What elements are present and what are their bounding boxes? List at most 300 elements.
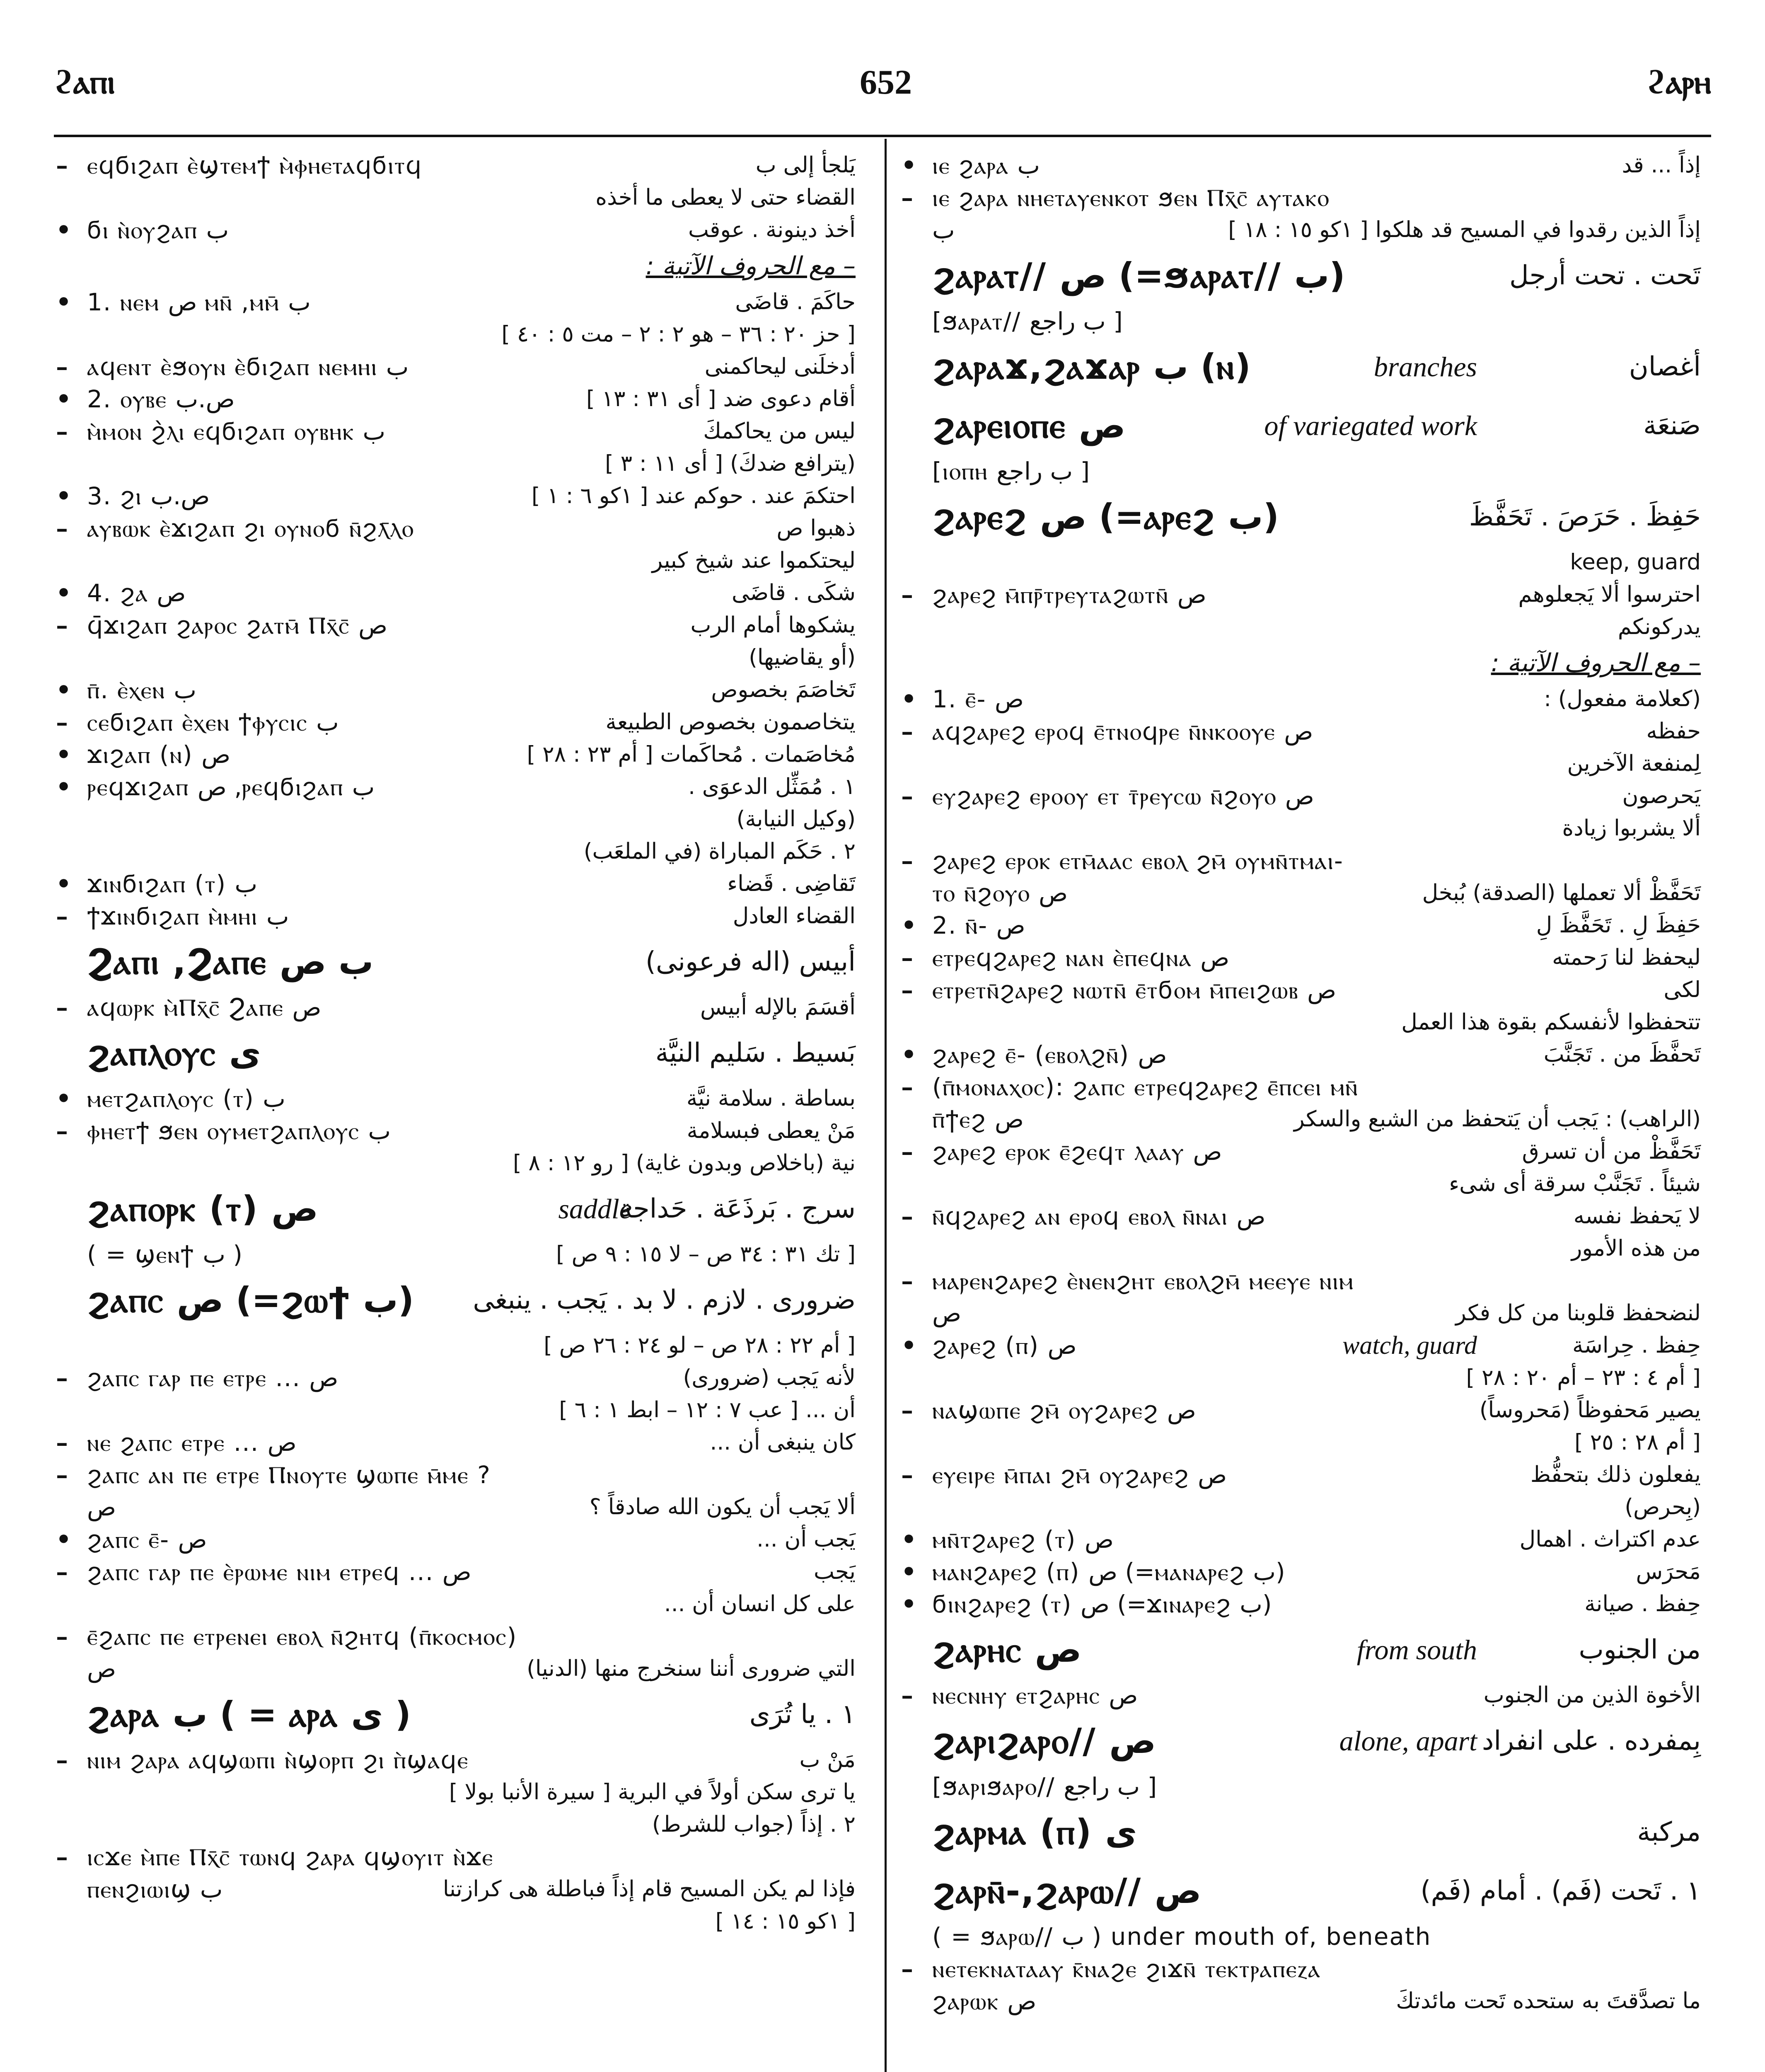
dictionary-entry-line <box>901 487 1701 546</box>
coptic-text: ⲛⲉⲥⲛⲏⲩ ⲉⲧϩⲁⲣⲏⲥ ص <box>932 1681 1138 1709</box>
dictionary-entry-line <box>901 149 1701 182</box>
entry-marker: • <box>901 151 917 179</box>
arabic-text: لا يَحفظ نفسه <box>1573 1203 1701 1229</box>
coptic-text: ϩⲁⲣⲏⲥ ص <box>932 1629 1082 1670</box>
entry-marker: • <box>56 1525 72 1554</box>
dictionary-entry-line <box>56 1653 856 1685</box>
dictionary-entry-line <box>56 1329 856 1362</box>
entry-marker: • <box>901 1041 917 1069</box>
coptic-text: ⲡⲉⲛϩⲓⲱⲓϣ ب <box>87 1875 223 1903</box>
entry-marker: • <box>56 870 72 898</box>
arabic-text: التي ضرورى أننا سنخرج منها (الدنيا) <box>527 1656 856 1681</box>
entry-marker: – <box>56 611 68 639</box>
arabic-text: أقام دعوى ضد [ أى ٣١ : ١٣ ] <box>586 386 856 411</box>
dictionary-entry-line <box>901 1620 1701 1679</box>
dictionary-entry-line <box>56 182 856 214</box>
coptic-text: ص <box>87 1493 116 1521</box>
dictionary-entry-line <box>56 1179 856 1238</box>
entry-marker: – <box>56 353 68 381</box>
arabic-text: احتكمَ عند . حوكم عند [ ١كو ٦ : ١ ] <box>531 483 856 508</box>
coptic-text: ⲛⲓⲙ ϩⲁⲣⲁ ⲁϥϣⲱⲡⲓ ⲛ̀ϣⲟⲣⲡ ϩⲓ ⲡ̀ϣⲁϥⲉ <box>87 1746 469 1774</box>
coptic-text: ϩⲁⲣⲱⲕ ص <box>932 1987 1037 2015</box>
arabic-text: يفعلون ذلك بتحفُّظ <box>1530 1462 1701 1487</box>
english-gloss: watch, guard <box>1342 1331 1477 1360</box>
coptic-text: ⲡ̄ϯⲉϩ ص <box>932 1105 1024 1133</box>
coptic-text: 2. ⲛ̄- ص <box>932 911 1025 939</box>
arabic-text: يَجب أن ... <box>757 1527 856 1552</box>
dictionary-entry-line <box>901 974 1701 1006</box>
arabic-text: (كعلامة مفعول) : <box>1544 686 1701 712</box>
entry-marker: – <box>901 976 913 1004</box>
arabic-text: مَنْ ب <box>799 1747 856 1772</box>
arabic-text: تتحفظوا لأنفسكم بقوة هذا العمل <box>1401 1009 1701 1035</box>
dictionary-entry-line <box>56 1147 856 1179</box>
dictionary-entry-line <box>56 835 856 868</box>
entry-marker: – <box>901 847 913 875</box>
entry-marker: – <box>901 1267 913 1295</box>
arabic-text: يَلجأ إلى ب <box>755 152 856 178</box>
entry-marker: – <box>56 1843 68 1871</box>
dictionary-entry-line <box>901 305 1701 337</box>
arabic-text: حفظه <box>1646 719 1701 744</box>
dictionary-entry-line <box>901 909 1701 942</box>
dictionary-entry-line <box>901 1985 1701 2017</box>
arabic-text: أغصان <box>1629 351 1701 382</box>
arabic-text: شيئاً . تَجَنَّبْ سرقة أى شىء <box>1449 1171 1701 1196</box>
dictionary-entry-line <box>56 803 856 835</box>
entry-marker: – <box>901 581 913 609</box>
arabic-text: شكَى . قاضَى <box>731 580 856 605</box>
dictionary-entry-line <box>901 1103 1701 1135</box>
arabic-text: أقسَمَ بالإله أبيس <box>700 995 856 1020</box>
header-rule <box>54 135 1711 137</box>
coptic-text: ⲙⲁⲣⲉⲛϩⲁⲣⲉϩ ⲉ̀ⲛⲉⲛϩⲏⲧ ⲉⲃⲟⲗϩⲙ̄ ⲙⲉⲉⲩⲉ ⲛⲓⲙ <box>932 1267 1354 1295</box>
dictionary-entry-line <box>56 1082 856 1115</box>
arabic-text: ٢ . إذاً (جواب للشرط) <box>652 1812 856 1837</box>
entry-marker: – <box>56 1428 68 1457</box>
arabic-text: [ أم ٢٢ : ٢٨ ص – لو ٢٤ : ٢٦ ص ] <box>544 1333 856 1358</box>
arabic-text: أدخلَنى ليحاكمنى <box>704 354 856 379</box>
coptic-text: ⲥⲉϭⲓϩⲁⲡ ⲉ̀ⲭⲉⲛ ϯⲫⲩⲥⲓⲥ ب <box>87 708 339 736</box>
dictionary-entry-line <box>901 1491 1701 1523</box>
arabic-text: بِمفرده . على انفراد <box>1482 1726 1701 1756</box>
entry-marker: – <box>901 1138 913 1166</box>
entry-marker: – <box>56 708 68 736</box>
english-gloss: of variegated work <box>1264 410 1477 441</box>
arabic-text: بَسيط . سَليم النيَّة <box>655 1038 856 1068</box>
entry-marker: – <box>901 782 913 810</box>
dictionary-entry-line <box>901 1861 1701 1920</box>
dictionary-entry-line <box>56 868 856 900</box>
coptic-text: [ⲓⲟⲡⲏ ب راجع ] <box>932 457 1091 485</box>
coptic-text: ⲓⲉ ϩⲁⲣⲁ ⲛⲏⲉⲧⲁⲩⲉⲛⲕⲟⲧ ϧⲉⲛ Ⲡⲭ̄ⲥ̄ ⲁⲩⲧⲁⲕⲟ <box>932 184 1330 212</box>
coptic-text: ⲛⲁϣⲱⲡⲉ ϩⲙ̄ ⲟⲩϩⲁⲣⲉϩ ص <box>932 1396 1196 1424</box>
arabic-text: [ حز ٢٠ : ٣٦ – هو ٢ : ٢ – مت ٥ : ٤٠ ] <box>501 322 856 347</box>
coptic-text: ϩⲁⲡⲥ ⲅⲁⲣ ⲡⲉ ⲉⲧⲣⲉ ... ص <box>87 1364 338 1392</box>
entry-marker: • <box>901 911 917 939</box>
arabic-text: تَخاصَمَ بخصوص <box>711 677 856 702</box>
dictionary-entry-line <box>56 991 856 1024</box>
dictionary-entry-line <box>901 1265 1701 1297</box>
dictionary-entry-line <box>56 900 856 932</box>
arabic-text: عدم اكتراث . اهمال <box>1519 1527 1701 1552</box>
dictionary-entry-line <box>56 932 856 991</box>
arabic-text: [ ١كو ١٥ : ١٤ ] <box>715 1909 856 1934</box>
dictionary-entry-line <box>901 1920 1701 1953</box>
english-gloss: branches <box>1373 351 1477 382</box>
coptic-text: ⲁⲩⲃⲱⲕ ⲉ̀ϫⲓϩⲁⲡ ϩⲓ ⲟⲩⲛⲟϭ ⲛ̄ϩⲗ̄ⲗⲟ <box>87 514 414 542</box>
dictionary-entry-line <box>901 1588 1701 1620</box>
dictionary-entry-line <box>901 748 1701 780</box>
entry-marker: – <box>56 417 68 445</box>
arabic-text: [ تك ٣١ : ٣٤ ص – لا ١٥ : ٩ ص ] <box>556 1242 856 1267</box>
arabic-text: حاكَمَ . قاضَى <box>735 289 856 315</box>
dictionary-entry-line <box>901 1953 1701 1985</box>
arabic-text: يَحرصون <box>1622 783 1701 808</box>
coptic-text: ϩⲁⲣⲁϫ,ϩⲁϫⲁⲣ ب (ⲛ) <box>932 346 1251 387</box>
arabic-text: من الجنوب <box>1579 1634 1701 1665</box>
dictionary-entry-line <box>901 1232 1701 1265</box>
dictionary-entry-line <box>56 1491 856 1523</box>
dictionary-entry-line <box>901 1135 1701 1168</box>
dictionary-entry-line <box>901 1770 1701 1803</box>
arabic-text: على كل انسان أن ... <box>664 1591 856 1617</box>
entry-marker: • <box>901 1525 917 1554</box>
coptic-text: ( = ϧⲁⲣⲱ// ب ) under mouth of, beneath <box>932 1922 1431 1951</box>
dictionary-entry-line <box>56 246 856 286</box>
coptic-text: Ϩⲁⲡⲓ ,Ϩⲁⲡⲉ ب ص <box>87 942 374 982</box>
coptic-text: ⲙⲉⲧϩⲁⲡⲗⲟⲩⲥ (ⲧ) ب <box>87 1084 285 1113</box>
coptic-text: ϩⲁⲡⲟⲣⲕ (ⲧ) ص <box>87 1188 319 1229</box>
entry-marker: • <box>56 288 72 316</box>
entry-marker: – <box>901 1396 913 1424</box>
arabic-text: (وكيل النيابة) <box>736 806 856 832</box>
coptic-text: ϩⲁⲣⲉϩ ⲉⲣⲟⲕ ⲉ̄ϩⲉϥⲧ ⲗⲁⲁⲩ ص <box>932 1138 1222 1166</box>
coptic-text: ϩⲁⲡⲥ ص (=ϩⲱϯ ب) <box>87 1280 414 1320</box>
coptic-text: ϩⲁⲡⲥ ⲉ̄- ص <box>87 1525 207 1554</box>
arabic-text: القضاء حتى لا يعطى ما أخذه <box>595 185 856 210</box>
dictionary-entry-line <box>901 246 1701 305</box>
arabic-text: القضاء العادل <box>733 903 856 929</box>
dictionary-entry-line <box>56 1620 856 1653</box>
coptic-text: [ϧⲁⲣⲓϧⲁⲣⲟ// ب راجع ] <box>932 1772 1158 1801</box>
arabic-text: ليحتكموا عند شيخ كبير <box>652 548 856 573</box>
dictionary-entry-line <box>901 337 1701 396</box>
dictionary-entry-line <box>56 448 856 480</box>
arabic-text: تَحَفَّظْ ألا تعملها (الصدقة) بُبخل <box>1422 880 1701 905</box>
entry-marker: • <box>901 1331 917 1360</box>
dictionary-entry-line <box>901 1459 1701 1491</box>
arabic-text: فإذا لم يكن المسيح قام إذاً فباطلة هى كرازتنا <box>442 1876 856 1902</box>
dictionary-entry-line <box>56 1588 856 1620</box>
coptic-text: 1. ⲛⲉⲙ ص ⲙⲛ̄ ,ⲙⲙ̄ ب <box>87 288 311 316</box>
dictionary-entry-line <box>901 1071 1701 1103</box>
coptic-text: ب <box>932 216 955 244</box>
arabic-text: (أو يقاضيها) <box>749 645 856 670</box>
right-column <box>901 149 1701 2017</box>
arabic-text: يتخاصمون بخصوص الطبيعة <box>605 709 856 735</box>
dictionary-entry-line <box>56 1362 856 1394</box>
arabic-text: حَفِظَ لِ . تَحَفَّظَ لِ <box>1536 913 1701 938</box>
dictionary-entry-line <box>56 1841 856 1873</box>
arabic-text: (بِحرص) <box>1625 1494 1701 1520</box>
coptic-text: ⲉⲩϩⲁⲣⲉϩ ⲉⲣⲟⲟⲩ ⲉⲧ ⲧ̄ⲣⲉⲩⲥⲱ ⲛ̄ϩⲟⲩⲟ ص <box>932 782 1314 810</box>
arabic-text: يَجب <box>813 1559 856 1584</box>
coptic-text: ⲓⲉ ϩⲁⲣⲁ ب <box>932 151 1040 179</box>
dictionary-entry-line <box>56 1426 856 1459</box>
arabic-text: سرج . بَرذَعَة . حَداجة <box>619 1193 856 1224</box>
coptic-text: ϩⲁⲣⲉϩ (ⲡ) ص <box>932 1331 1077 1360</box>
dictionary-entry-line <box>901 455 1701 487</box>
entry-marker: – <box>901 184 913 212</box>
arabic-text: كان ينبغى أن ... <box>710 1430 856 1455</box>
dictionary-entry-line <box>56 577 856 609</box>
arabic-text: ذهبوا ص <box>776 516 856 541</box>
entry-marker: • <box>56 385 72 413</box>
entry-marker: – <box>56 1622 68 1651</box>
coptic-text: ⲡ̄. ⲉ̀ⲭⲉⲛ ب <box>87 676 196 704</box>
coptic-text: ϩⲁⲣⲉϩ ⲉ̄- (ⲉⲃⲟⲗϩⲛ̄) ص <box>932 1041 1167 1069</box>
dictionary-entry-line <box>56 1271 856 1329</box>
dictionary-entry-line <box>56 1238 856 1271</box>
arabic-text: ليحفظ لنا رَحمته <box>1552 945 1701 970</box>
arabic-text: مَحرَس <box>1636 1559 1701 1584</box>
entry-marker: – <box>901 944 913 972</box>
coptic-text: ϥ̄ϫⲓϩⲁⲡ ϩⲁⲣⲟⲥ ϩⲁⲧⲙ̄ Ⲡⲭ̄ⲥ̄ ص <box>87 611 388 639</box>
dictionary-entry-line <box>901 611 1701 643</box>
arabic-text: احترسوا ألا يَجعلوهم <box>1518 582 1701 607</box>
dictionary-entry-line <box>901 1038 1701 1071</box>
dictionary-entry-line <box>56 351 856 383</box>
coptic-text: ϩⲁⲣⲛ̄-,ϩⲁⲣⲱ// ص <box>932 1871 1202 1911</box>
english-gloss: from south <box>1356 1634 1477 1665</box>
dictionary-entry-line <box>901 1394 1701 1426</box>
dictionary-entry-line <box>56 286 856 318</box>
arabic-text: حَفِظَ . حَرَصَ . تَحَفَّظَ <box>1469 501 1701 532</box>
entry-marker: – <box>901 1461 913 1489</box>
page-number: 652 <box>860 63 912 102</box>
coptic-text: ⲉϥϭⲓϩⲁⲡ ⲉ̀ϣⲧⲉⲙϯ ⲙ̀ⲫⲏⲉⲧⲁϥϭⲓⲧϥ <box>87 151 423 179</box>
dictionary-entry-line <box>56 318 856 351</box>
coptic-text: ⲛⲉ ϩⲁⲡⲥ ⲉⲧⲣⲉ ... ص <box>87 1428 297 1457</box>
entry-marker: – <box>56 514 68 542</box>
dictionary-entry-line <box>901 643 1701 683</box>
coptic-text: [ϧⲁⲣⲁⲧ// ب راجع ] <box>932 307 1124 335</box>
column-divider <box>885 139 887 2072</box>
arabic-text: ما تصدَّقتَ به ستحده تَحت مائدتكَ <box>1396 1988 1701 2014</box>
dictionary-entry-line <box>56 1115 856 1147</box>
dictionary-entry-line <box>56 1808 856 1841</box>
entry-marker: – <box>901 1202 913 1230</box>
arabic-text: ضرورى . لازم . لا بد . يَجب . ينبغى <box>473 1285 856 1315</box>
dictionary-entry-line <box>901 1297 1701 1329</box>
entry-marker: • <box>56 579 72 607</box>
dictionary-entry-line <box>901 1329 1701 1362</box>
coptic-text: ϩⲁⲣⲉϩ ⲙ̄ⲡⲣ̄ⲧⲣⲉⲩⲧⲁϩⲱⲧⲛ̄ ص <box>932 581 1206 609</box>
entry-marker: – <box>56 902 68 930</box>
arabic-text: مَنْ يعطى فبسلامة <box>687 1118 856 1143</box>
arabic-text: أن ... [ عب ٧ : ١٢ – ابط ١ : ٦ ] <box>559 1397 856 1423</box>
dictionary-entry-line <box>56 674 856 706</box>
coptic-text: ϩⲁⲣⲉⲓⲟⲡⲉ ص <box>932 405 1126 446</box>
coptic-text: ⲓⲥϫⲉ ⲙ̀ⲡⲉ Ⲡⲭ̄ⲥ̄ ⲧⲱⲛϥ ϩⲁⲣⲁ ϥϣⲟⲩⲓⲧ ⲛ̀ϫⲉ <box>87 1843 494 1871</box>
dictionary-entry-line <box>901 780 1701 812</box>
entry-marker: • <box>56 482 72 510</box>
dictionary-entry-line <box>56 1905 856 1938</box>
coptic-text: ص <box>932 1299 962 1327</box>
dictionary-entry-line <box>56 771 856 803</box>
coptic-text: ϩⲁⲣⲁ ب ( = ⲁⲣⲁ ى ) <box>87 1694 411 1735</box>
coptic-text: ⲛ̄ϥϩⲁⲣⲉϩ ⲁⲛ ⲉⲣⲟϥ ⲉⲃⲟⲗ ⲛ̄ⲛⲁⲓ ص <box>932 1202 1266 1230</box>
dictionary-entry-line <box>901 1556 1701 1588</box>
arabic-text: يا ترى سكن أولاً في البرية [ سيرة الأنبا بولا ] <box>449 1779 856 1805</box>
coptic-text: ⲉⲩⲉⲓⲣⲉ ⲙ̄ⲡⲁⲓ ϩⲙ̄ ⲟⲩϩⲁⲣⲉϩ ص <box>932 1461 1227 1489</box>
coptic-text: ϫⲓϩⲁⲡ (ⲛ) ص <box>87 741 231 769</box>
arabic-text: ألا يَجب أن يكون الله صادقاً ؟ <box>589 1494 856 1520</box>
english-gloss: alone, apart <box>1339 1725 1477 1757</box>
entry-marker: • <box>901 1590 917 1618</box>
arabic-text: لأنه يَجب (ضرورى) <box>683 1365 856 1390</box>
entry-marker: – <box>56 1746 68 1774</box>
arabic-text: ألا يشربوا زيادة <box>1562 816 1701 841</box>
arabic-text: إذاً ... قد <box>1622 152 1701 178</box>
entry-marker: • <box>56 676 72 704</box>
dictionary-entry-line <box>901 942 1701 974</box>
entry-marker: • <box>901 685 917 713</box>
entry-marker: – <box>56 1461 68 1489</box>
arabic-text: [ أم ٤ : ٢٣ – أم ٢٠ : ٢٨ ] <box>1466 1365 1701 1390</box>
coptic-text: ⲛⲉⲧⲉⲕⲛⲁⲧⲁⲁⲩ ⲕ̄ⲛⲁϩⲉ ϩⲓϫⲛ̄ ⲧⲉⲕⲧⲣⲁⲡⲉⲍⲁ <box>932 1955 1321 1983</box>
arabic-text: مركبة <box>1637 1817 1701 1847</box>
dictionary-entry-line <box>56 383 856 415</box>
dictionary-entry-line <box>901 546 1701 579</box>
entry-marker: – <box>901 717 913 746</box>
entry-marker: – <box>56 1364 68 1392</box>
coptic-text: 1. ⲉ̄- ص <box>932 685 1024 713</box>
entry-marker: – <box>56 1558 68 1586</box>
entry-marker: – <box>901 1681 913 1709</box>
dictionary-entry-line <box>56 545 856 577</box>
arabic-text: ١ . مُمَثِّل الدعوَى . <box>688 774 856 799</box>
arabic-text: الأخوة الذين من الجنوب <box>1483 1682 1701 1708</box>
coptic-text: ⲉⲧⲣⲉϥϩⲁⲣⲉϩ ⲛⲁⲛ ⲉ̀ⲡⲉϥⲛⲁ ص <box>932 944 1230 972</box>
coptic-text: ⲙⲛ̄ⲧϩⲁⲣⲉϩ (ⲧ) ص <box>932 1525 1114 1554</box>
dictionary-entry-line <box>56 1873 856 1905</box>
arabic-text: keep, guard <box>1570 549 1701 575</box>
arabic-text: حِفظ . صيانة <box>1584 1591 1701 1617</box>
arabic-text: أبيس (اله فرعونى) <box>645 946 856 977</box>
dictionary-entry-line <box>901 1803 1701 1861</box>
entry-marker: • <box>56 773 72 801</box>
coptic-text: ϩⲁⲣⲓϩⲁⲣⲟ// ص <box>932 1721 1156 1761</box>
arabic-text: صَنعَة <box>1643 410 1701 441</box>
coptic-text: ϭⲓⲛϩⲁⲣⲉϩ (ⲧ) ص (=ϫⲓⲛⲁⲣⲉϩ ب) <box>932 1590 1272 1618</box>
dictionary-entry-line <box>56 1459 856 1491</box>
arabic-text: لنضحفظ قلوبنا من كل فكر <box>1456 1300 1701 1326</box>
arabic-text: من هذه الأمور <box>1571 1236 1701 1261</box>
entry-marker: – <box>901 1073 913 1101</box>
dictionary-entry-line <box>901 396 1701 455</box>
dictionary-entry-line <box>56 1523 856 1556</box>
coptic-text: ⲁϥⲉⲛⲧ ⲉ̀ϧⲟⲩⲛ ⲉ̀ϭⲓϩⲁⲡ ⲛⲉⲙⲏⲓ ب <box>87 353 409 381</box>
arabic-text: إذاً الذين رقدوا في المسيح قد هلكوا [ ١كو ١٥ : ١٨ ] <box>1228 217 1701 242</box>
dictionary-entry-line <box>56 1394 856 1426</box>
dictionary-entry-line <box>901 1200 1701 1232</box>
dictionary-entry-line <box>56 149 856 182</box>
arabic-text: بساطة . سلامة نيَّة <box>686 1086 856 1111</box>
arabic-text: ليس من يحاكمكَ <box>703 419 856 444</box>
dictionary-entry-line <box>901 579 1701 611</box>
coptic-text: 2. ⲟⲩⲃⲉ ص.ب <box>87 385 235 413</box>
coptic-text: ص <box>87 1655 116 1683</box>
coptic-text: 3. ϩⲓ ص.ب <box>87 482 210 510</box>
arabic-text: تَحَفَّظْ من أن تسرق <box>1522 1139 1701 1164</box>
dictionary-entry-line <box>56 738 856 771</box>
coptic-text: ⲫⲏⲉⲧϯ ϧⲉⲛ ⲟⲩⲙⲉⲧϩⲁⲡⲗⲟⲩⲥ ب <box>87 1117 391 1145</box>
dictionary-entry-line <box>56 512 856 545</box>
coptic-text: ⲣⲉϥϫⲓϩⲁⲡ ص ,ⲣⲉϥϭⲓϩⲁⲡ ب <box>87 773 375 801</box>
coptic-text: (ⲡ̄ⲙⲟⲛⲁⲭⲟⲥ): ϩⲁⲡⲥ ⲉⲧⲣⲉϥϩⲁⲣⲉϩ ⲉ̄ⲡⲥⲉⲓ ⲙⲛ̄ <box>932 1073 1359 1101</box>
arabic-text: لِمنفعة الآخرين <box>1567 751 1701 776</box>
dictionary-entry-line <box>56 641 856 674</box>
dictionary-entry-line <box>56 1024 856 1082</box>
arabic-text: نية (باخلاص وبدون غاية) [ رو ١٢ : ٨ ] <box>513 1150 856 1176</box>
coptic-text: ϩⲁⲣⲁⲧ// ص (=ϧⲁⲣⲁⲧ// ب) <box>932 255 1345 296</box>
dictionary-entry-line <box>901 1168 1701 1200</box>
coptic-text: ϩⲁⲡⲥ ⲁⲛ ⲡⲉ ⲉⲧⲣⲉ Ⲡⲛⲟⲩⲧⲉ ϣⲱⲡⲉ ⲙ̄ⲙⲉ ? <box>87 1461 491 1489</box>
dictionary-entry-line <box>56 415 856 448</box>
entry-marker: • <box>901 1558 917 1586</box>
dictionary-entry-line <box>56 1776 856 1808</box>
dictionary-entry-line <box>901 1426 1701 1459</box>
entry-marker: – <box>56 151 68 179</box>
arabic-text: (الراهب) : يَجب أن يَتحفظ من الشبع والسكر <box>1294 1106 1701 1132</box>
coptic-text: ⲧⲟ ⲛ̄ϩⲟⲩⲟ ص <box>932 879 1068 907</box>
arabic-text: (يترافع ضدكَ) [ أى ١١ : ٣ ] <box>605 451 856 476</box>
arabic-text: تَحت . تحت أرجل <box>1509 260 1701 291</box>
coptic-text: 4. ϩⲁ ص <box>87 579 186 607</box>
dictionary-entry-line <box>901 812 1701 845</box>
arabic-text: ١ . يا تُرَى <box>749 1699 856 1730</box>
entry-marker: • <box>56 216 72 244</box>
coptic-text: ⲁϥϩⲁⲣⲉϩ ⲉⲣⲟϥ ⲉ̄ⲧⲛⲟϥⲣⲉ ⲛ̄ⲛⲕⲟⲟⲩⲉ ص <box>932 717 1313 746</box>
arabic-text: لكى <box>1663 977 1701 1002</box>
dictionary-entry-line <box>901 214 1701 246</box>
dictionary-entry-line <box>56 609 856 641</box>
arabic-text: – مع الحروف الآتية : <box>1491 649 1701 678</box>
coptic-text: ϯϫⲓⲛϭⲓϩⲁⲡ ⲙ̀ⲙⲏⲓ ب <box>87 902 289 930</box>
entry-marker: – <box>56 1117 68 1145</box>
header-left-guide-word: ϩⲁⲡⲓ <box>54 62 115 101</box>
dictionary-entry-line <box>56 1556 856 1588</box>
dictionary-entry-line <box>901 845 1701 877</box>
coptic-text: ϫⲓⲛϭⲓϩⲁⲡ (ⲧ) ب <box>87 870 258 898</box>
dictionary-entry-line <box>901 1006 1701 1038</box>
left-column <box>56 149 856 1938</box>
coptic-text: ( = ϣⲉⲛϯ ب ) <box>87 1240 244 1268</box>
coptic-text: ⲉ̄ϩⲁⲡⲥ ⲡⲉ ⲉⲧⲣⲉⲛⲉⲓ ⲉⲃⲟⲗ ⲛ̄ϩⲏⲧϥ (ⲡ̄ⲕⲟⲥⲙⲟⲥ) <box>87 1622 517 1651</box>
coptic-text: ⲉⲧⲣⲉⲧⲛ̄ϩⲁⲣⲉϩ ⲛⲱⲧⲛ̄ ⲉ̄ⲧϭⲟⲙ ⲙ̄ⲡⲉⲓϩⲱⲃ ص <box>932 976 1337 1004</box>
header-right-guide-word: ϩⲁⲣⲏ <box>1646 62 1711 101</box>
dictionary-entry-line <box>901 683 1701 715</box>
coptic-text: ⲙ̀ⲙⲟⲛ ϩ̀ⲗⲓ ⲉϥϭⲓϩⲁⲡ ⲟⲩⲃⲏⲕ ب <box>87 417 386 445</box>
entry-marker: – <box>56 993 68 1021</box>
arabic-text: تَحفَّظَ من . تَجَنَّبَ <box>1543 1042 1701 1067</box>
dictionary-entry-line <box>56 214 856 246</box>
dictionary-entry-line <box>901 1711 1701 1770</box>
arabic-text: يشكوها أمام الرب <box>690 612 856 638</box>
coptic-text: ϩⲁⲣⲙⲁ (ⲡ) ى <box>932 1812 1137 1852</box>
